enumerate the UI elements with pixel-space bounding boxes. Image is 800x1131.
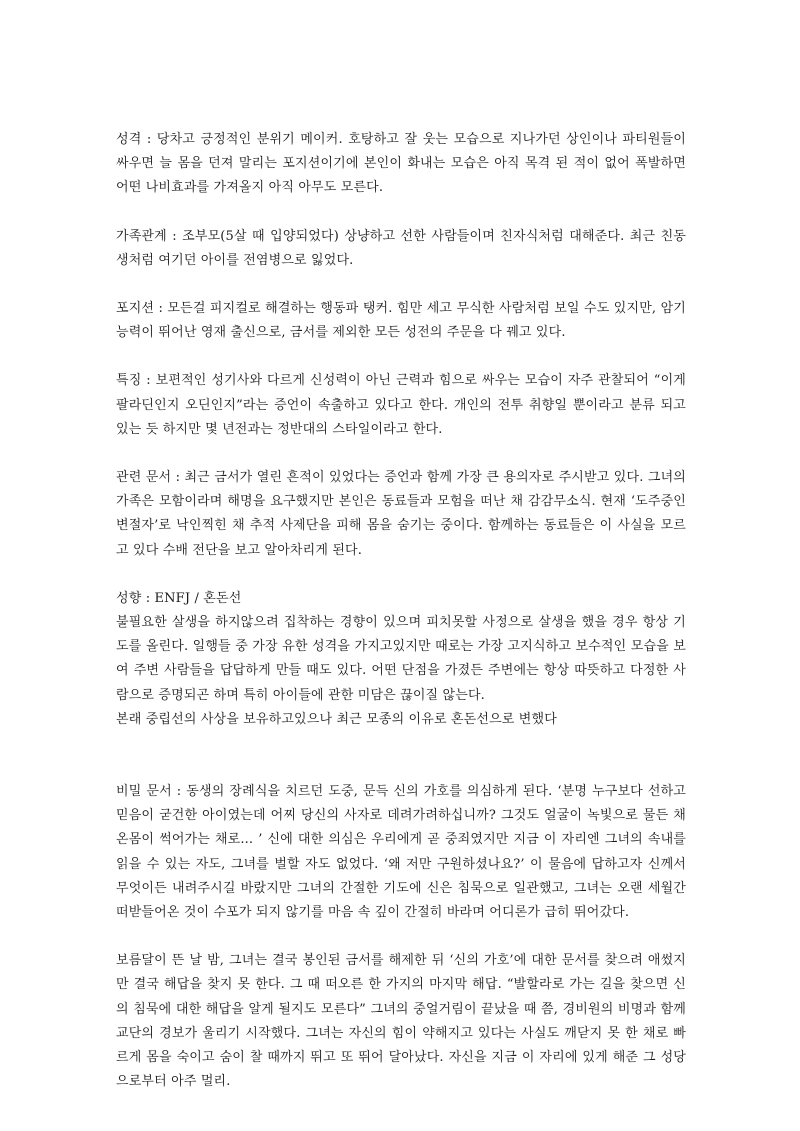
document-body bbox=[116, 128, 686, 1119]
full-moon-paragraph: 보름달이 뜬 날 밤, 그녀는 결국 봉인된 금서를 해제한 뒤 ‘신의 가호’에 대한 문서를 찾으려 애썼지만 결국 해답을 찾지 못 한다. 그 때 떠오른 한 가지의 마지막 해답. “발할라로 가는 길을 찾으면 신의 침묵에 대한 해답을 알게 될지도 모른다” 그녀의 중얼거림이 끝났을 때 쯤, 경비원의 비명과 함께 교단의 경보가 울리기 시작했다. 그녀는 자신의 힘이 약해지고 있다는 사실도 깨닫지 못 한 채로 빠르게 몸을 숙이고 숨이 찰 때까지 뛰고 또 뛰어 달아났다. 자신을 지금 이 자리에 있게 해준 그 성당으로부터 아주 멀리. bbox=[116, 953, 686, 1090]
personality-paragraph: 성격 : 당차고 긍정적인 분위기 메이커. 호탕하고 잘 웃는 모습으로 지나가던 상인이나 파티원들이 싸우면 늘 몸을 던져 말리는 포지션이기에 본인이 화내는 모습은 아직 목격 된 적이 없어 폭발하면 어떤 나비효과를 가져올지 아직 아무도 모른다. bbox=[116, 132, 686, 196]
traits-paragraph: 특징 : 보편적인 성기사와 다르게 신성력이 아닌 근력과 힘으로 싸우는 모습이 자주 관찰되어 “이게 팔라딘인지 오딘인지”라는 증언이 속출하고 있다고 한다. 개인의 전투 취향일 뿐이라고 분류 되고 있는 듯 하지만 몇 년전과는 정반대의 스타일이라고 한다. bbox=[116, 373, 686, 437]
related-document-paragraph: 관련 문서 : 최근 금서가 열린 흔적이 있었다는 증언과 함께 가장 큰 용의자로 주시받고 있다. 그녀의 가족은 모함이라며 해명을 요구했지만 본인은 동료들과 모험을 떠난 채 감감무소식. 현재 ‘도주중인 변절자’로 낙인찍힌 채 추적 사제단을 피해 몸을 숨기는 중이다. 함께하는 동료들은 이 사실을 모르고 있다 수배 전단을 보고 알아차리게 된다. bbox=[116, 470, 686, 558]
alignment-header: 성향 : ENFJ / 혼돈선 bbox=[116, 590, 242, 606]
family-paragraph: 가족관계 : 조부모(5살 때 입양되었다) 상냥하고 선한 사람들이며 친자식처럼 대해준다. 최근 친동생처럼 여기던 아이를 전염병으로 잃었다. bbox=[116, 228, 686, 268]
secret-document-paragraph: 비밀 문서 : 동생의 장례식을 치르던 도중, 문득 신의 가호를 의심하게 된다. ‘분명 누구보다 선하고 믿음이 굳건한 아이였는데 어찌 당신의 사자로 데려가려하십니까? 그것도 얼굴이 녹빛으로 물든 채 온몸이 썩어가는 채로... ’ 신에 대한 의심은 우리에게 곧 중죄였지만 지금 이 자리엔 그녀의 속내를 읽을 수 있는 자도, 그녀를 벌할 자도 없었다. ‘왜 저만 구원하셨나요?’ 이 물음에 답하고자 신께서 무엇이든 내려주시길 바랐지만 그녀의 간절한 기도에 신은 침묵으로 일관했고, 그녀는 오랜 세월간 떠받들어온 것이 수포가 되지 않기를 마음 속 깊이 간절히 바라며 어디론가 급히 뛰어갔다. bbox=[116, 784, 686, 921]
alignment-body: 불필요한 살생을 하지않으려 집착하는 경향이 있으며 피치못할 사정으로 살생을 했을 경우 항상 기도를 올린다. 일행들 중 가장 유한 성격을 가지고있지만 때로는 가장 고지식하고 보수적인 모습을 보여 주변 사람들을 답답하게 만들 때도 있다. 어떤 단점을 가졌든 주변에는 항상 따뜻하고 다정한 사람으로 증명되곤 하며 특히 아이들에 관한 미담은 끊이질 않는다. bbox=[116, 615, 686, 703]
alignment-section bbox=[116, 587, 686, 732]
alignment-note: 본래 중립선의 사상을 보유하고있으나 최근 모종의 이유로 혼돈선으로 변했다 bbox=[116, 711, 557, 727]
position-paragraph: 포지션 : 모든걸 피지컬로 해결하는 행동파 탱커. 힘만 세고 무식한 사람처럼 보일 수도 있지만, 암기 능력이 뛰어난 영재 출신으로, 금서를 제외한 모든 성전의 주문을 다 꿰고 있다. bbox=[116, 301, 686, 341]
